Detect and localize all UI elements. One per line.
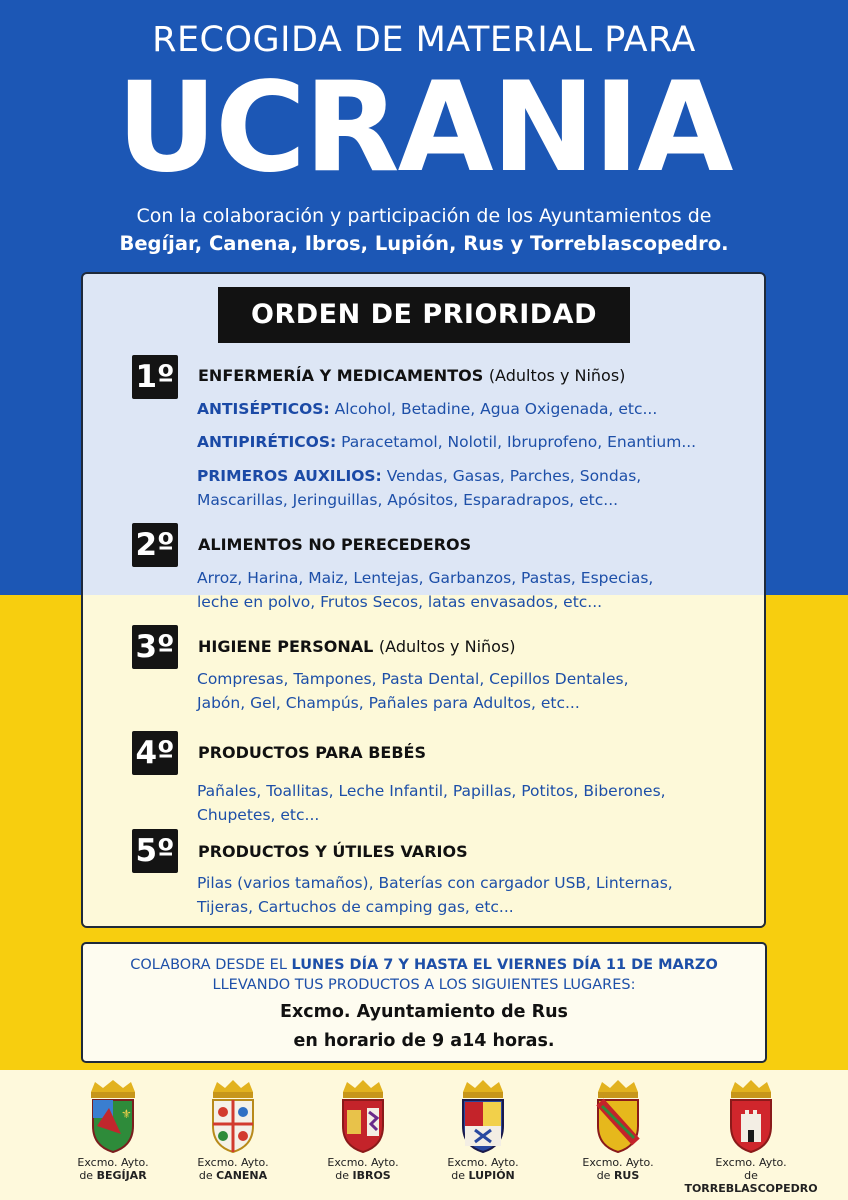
priority-category-4: PRODUCTOS PARA BEBÉS — [198, 743, 426, 762]
ibros-crest-icon — [331, 1078, 395, 1154]
canena-crest-icon — [201, 1078, 265, 1154]
list-item: Pañales, Toallitas, Leche Infantil, Papillas, Potitos, Biberones, — [197, 782, 666, 800]
list-item: PRIMEROS AUXILIOS: Vendas, Gasas, Parches, Sondas, — [197, 467, 642, 485]
crest-begijar: ⚜ Excmo. Ayto. de BEGÍJAR — [48, 1078, 178, 1182]
priority-category-2: ALIMENTOS NO PERECEDEROS — [198, 535, 472, 554]
crest-torreblascopedro: Excmo. Ayto. de TORREBLASCOPEDRO — [676, 1078, 826, 1195]
list-item: leche en polvo, Frutos Secos, latas envasados, etc... — [197, 593, 603, 611]
list-item: Compresas, Tampones, Pasta Dental, Cepillos Dentales, — [197, 670, 629, 688]
priority-number-2: 2º — [132, 523, 178, 567]
begijar-crest-icon — [81, 1078, 145, 1154]
crest-ibros: Excmo. Ayto. de IBROS — [298, 1078, 428, 1182]
priority-number-1: 1º — [132, 355, 178, 399]
lupion-crest-icon — [451, 1078, 515, 1154]
poster-title-main: UCRANIA — [116, 56, 732, 200]
crest-lupion: Excmo. Ayto. de LUPIÓN — [418, 1078, 548, 1182]
svg-text:⚜: ⚜ — [121, 1107, 132, 1121]
list-item: ANTISÉPTICOS: Alcohol, Betadine, Agua Oxigenada, etc... — [197, 400, 658, 418]
priority-number-5: 5º — [132, 829, 178, 873]
list-item: Mascarillas, Jeringuillas, Apósitos, Esparadrapos, etc... — [197, 491, 619, 509]
rus-crest-icon — [586, 1078, 650, 1154]
list-item: Jabón, Gel, Champús, Pañales para Adultos, etc... — [197, 694, 580, 712]
priority-number-3: 3º — [132, 625, 178, 669]
list-item: ANTIPIRÉTICOS: Paracetamol, Nolotil, Ibruprofeno, Enantium... — [197, 433, 697, 451]
priority-category-5: PRODUCTOS Y ÚTILES VARIOS — [198, 842, 468, 861]
list-item: Arroz, Harina, Maiz, Lentejas, Garbanzos, Pastas, Especias, — [197, 569, 654, 587]
poster-title-top: RECOGIDA DE MATERIAL PARA — [152, 20, 696, 60]
torreblascopedro-crest-icon — [719, 1078, 783, 1154]
priority-number-4: 4º — [132, 731, 178, 775]
poster-subtitle — [0, 202, 848, 258]
subtitle-line-1: Con la colaboración y participación de los Ayuntamientos de — [136, 205, 712, 227]
subtitle-towns: Begíjar, Canena, Ibros, Lupión, Rus y Torreblascopedro. — [119, 232, 729, 255]
crest-rus: Excmo. Ayto. de RUS — [553, 1078, 683, 1182]
info-hours: en horario de 9 a14 horas. — [293, 1031, 555, 1051]
info-location: Excmo. Ayuntamiento de Rus — [280, 1002, 568, 1022]
info-dates: COLABORA DESDE EL LUNES DÍA 7 Y HASTA EL VIERNES DÍA 11 DE MARZO — [130, 957, 718, 973]
crest-canena: Excmo. Ayto. de CANENA — [168, 1078, 298, 1182]
list-item: Chupetes, etc... — [197, 806, 320, 824]
list-item: Tijeras, Cartuchos de camping gas, etc... — [197, 898, 514, 916]
priority-heading: ORDEN DE PRIORIDAD — [218, 287, 630, 343]
list-item: Pilas (varios tamaños), Baterías con cargador USB, Linternas, — [197, 874, 673, 892]
priority-category-3: HIGIENE PERSONAL (Adultos y Niños) — [198, 637, 516, 656]
priority-category-1: ENFERMERÍA Y MEDICAMENTOS (Adultos y Niños) — [198, 366, 626, 385]
info-instructions: LLEVANDO TUS PRODUCTOS A LOS SIGUIENTES LUGARES: — [212, 977, 636, 993]
